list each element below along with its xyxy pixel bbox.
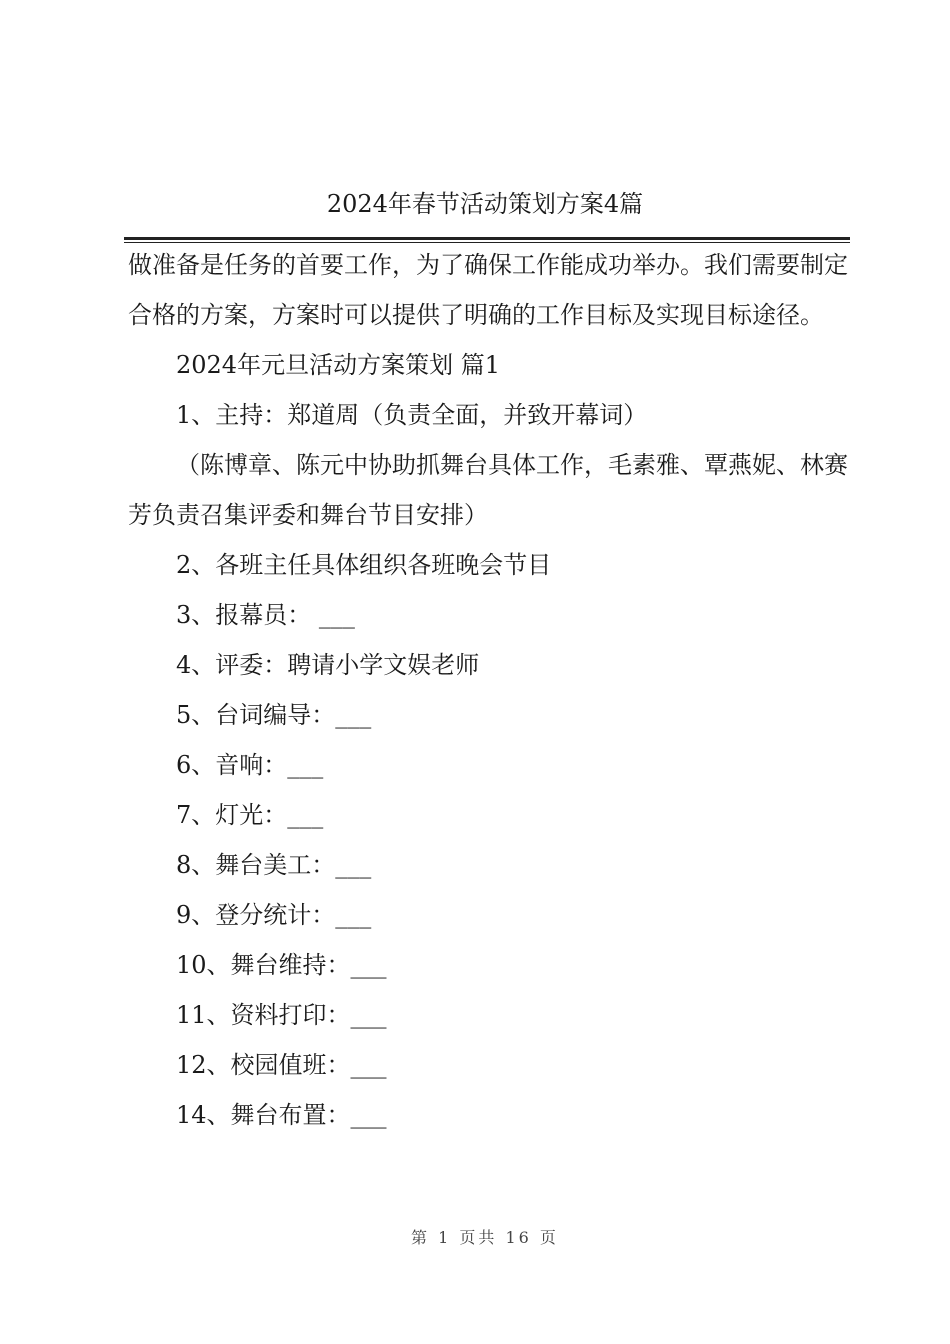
section-heading: 2024年元旦活动方案策划 篇1 bbox=[176, 351, 500, 379]
list-item: 14、舞台布置：___ bbox=[176, 1101, 387, 1129]
list-item: 10、舞台维持：___ bbox=[176, 951, 387, 979]
list-item: 6、音响：___ bbox=[176, 751, 324, 779]
list-item: 8、舞台美工：___ bbox=[176, 851, 372, 879]
list-item: （陈博章、陈元中协助抓舞台具体工作，毛素雅、覃燕妮、林赛芳负责召集评委和舞台节目安排） bbox=[128, 451, 848, 529]
list-item: 5、台词编导：___ bbox=[176, 701, 372, 729]
list-item: 11、资料打印：___ bbox=[176, 1001, 387, 1029]
list-item: 12、校园值班：___ bbox=[176, 1051, 387, 1079]
list-item: 4、评委：聘请小学文娱老师 bbox=[176, 651, 480, 679]
document-body bbox=[128, 240, 850, 1140]
list-item: 9、登分统计：___ bbox=[176, 901, 372, 929]
list-item: 3、报幕员： ___ bbox=[176, 601, 355, 629]
intro-paragraph: 做准备是任务的首要工作，为了确保工作能成功举办。我们需要制定合格的方案，方案时可以提供了明确的工作目标及实现目标途径。 bbox=[128, 251, 848, 329]
list-item: 2、各班主任具体组织各班晚会节目 bbox=[176, 551, 552, 579]
page-number: 第 1 页共 16 页 bbox=[411, 1228, 559, 1247]
list-item: 7、灯光：___ bbox=[176, 801, 324, 829]
document-title: 2024年春节活动策划方案4篇 bbox=[326, 190, 644, 218]
list-item: 1、主持：郑道周（负责全面，并致开幕词） bbox=[176, 401, 648, 429]
